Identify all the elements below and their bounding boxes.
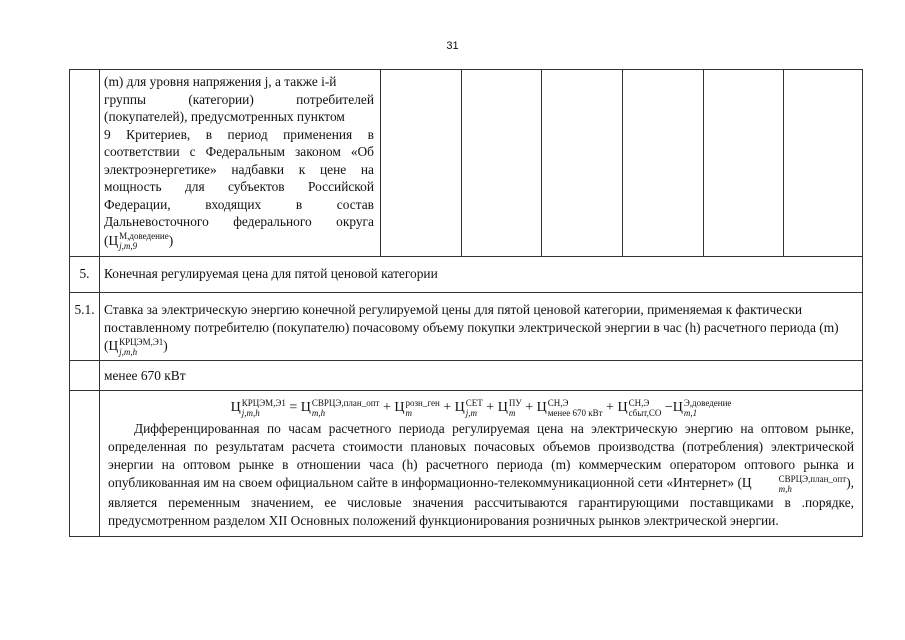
empty-cell [784, 70, 863, 257]
symbol-subscript: m,h [778, 484, 792, 494]
empty-cell [462, 70, 542, 257]
symbol-superscript: СВРЦЭ,план_опт [778, 474, 847, 484]
table-row-5 [70, 257, 863, 293]
formula-cell [100, 391, 863, 537]
row-description-cell [100, 70, 381, 257]
table-row-continuation [70, 70, 863, 257]
formula-explanation: Дифференцированная по часам расчетного периода регулируемая цена на электрическую энергию на оптовом рынке, определенная по результатам расчета стоимости плановых почасовых объемов производства (потребления) электрической энергии на оптовом рынке в отношении часа (h) расчетного периода (m) коммерческим оператором оптового рынка и опубликованная им на своем официальном сайте в информационно-телекоммуникационной сети «Интернет» (Ц СВРЦЭ,план_опт m,h ), является переменным значением, ее числовые значения рассчитываются гарантирующими поставщиками в .порядке, предусмотренном разделом XII Основных положений функционирования розничных рынков электрической энергии. [108, 421, 854, 528]
symbol-subscript: j,m,h [119, 347, 138, 357]
table-row-formula [70, 391, 863, 537]
row-description-cell: Ставка за электрическую энергию конечной регулируемой цены для пятой ценовой категории, применяемая к фактически поставленному потребителю (покупателю) почасовому объему покупки электрической энергии в час (h) расчетного периода (m) (Ц КРЦЭМ,Э1 j,m,h ) [100, 293, 863, 361]
empty-cell [623, 70, 704, 257]
row-number-cell [70, 361, 100, 391]
row-description-line: электроэнергетике» надбавки к цене на [104, 161, 374, 177]
row-number: 5.1. [70, 293, 100, 361]
section-heading: Конечная регулируемая цена для пятой ценовой категории [100, 257, 863, 293]
price-formula: Ц КРЦЭМ,Э1 j,m,h = Ц СВРЦЭ,план_опт m,h + Ц розн_ген m + Ц СЕТ j,m + Ц ПУ m + Ц СН,Э менее 670 кВт + Ц СН,Э сбыт,СО −Ц Э,доведение m,1 [230, 397, 732, 418]
empty-cell [381, 70, 462, 257]
row-number: 5. [70, 257, 100, 293]
row-description-line: группы (категории) потребителей [104, 91, 374, 107]
table-row-less-670 [70, 361, 863, 391]
price-symbol: (Ц М,доведение j,m,9 ) [104, 231, 174, 252]
row-description-line: мощность для субъектов Российской [104, 179, 374, 194]
empty-cell [704, 70, 784, 257]
rate-description: Ставка за электрическую энергию конечной регулируемой цены для пятой ценовой категории, применяемая к фактически поставленному потребителю (покупателю) почасовому объему покупки электрической энергии в час (h) расчетного периода (m) (Ц [104, 302, 839, 354]
row-description-line: Дальневосточного федерального округа [104, 214, 374, 229]
symbol-superscript: М,доведение [119, 231, 169, 242]
row-description-line: (покупателей), предусмотренных пунктом [104, 109, 345, 124]
row-number-cell [70, 70, 100, 257]
empty-cell [542, 70, 623, 257]
symbol-subscript: j,m,9 [119, 241, 138, 252]
page-number: 31 [446, 40, 459, 52]
row-description-line: 9 Критериев, в период применения в [104, 126, 374, 142]
document-table [69, 69, 863, 537]
symbol-superscript: КРЦЭМ,Э1 [119, 337, 164, 347]
row-description-line: Федерации, входящих в состав [104, 196, 374, 212]
power-category-label: менее 670 кВт [100, 361, 863, 391]
row-description-line: (m) для уровня напряжения j, а также i-й [104, 74, 337, 89]
row-description-line: соответствии с Федеральным законом «Об [104, 144, 374, 159]
row-number-cell [70, 391, 100, 537]
table-row-5-1 [70, 293, 863, 361]
